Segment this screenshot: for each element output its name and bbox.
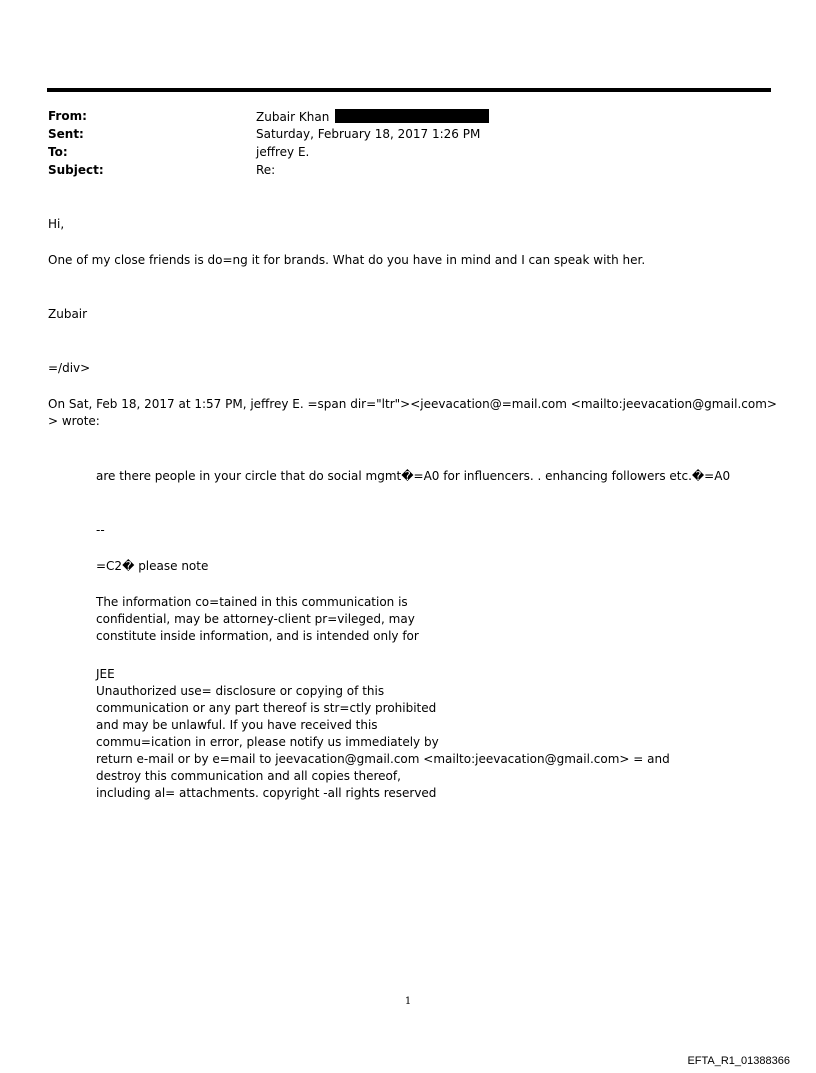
div-artifact: =/div>: [48, 361, 91, 375]
disclaimer-line: and may be unlawful. If you have received this: [96, 718, 378, 732]
quote-intro: On Sat, Feb 18, 2017 at 1:57 PM, jeffrey E. =span dir="ltr"><jeevacation@=mail.com <mailto:jeevacation@gmail.com> > wrote:: [48, 397, 777, 428]
from-field: [256, 109, 489, 125]
greeting: Hi,: [48, 217, 65, 231]
disclaimer-line: communication or any part thereof is str=ctly prohibited: [96, 701, 437, 715]
disclaimer-line: including al= attachments. copyright -all rights reserved: [96, 786, 437, 800]
subject-label: Subject:: [48, 163, 104, 177]
redaction-block: [335, 109, 489, 123]
sent-label: Sent:: [48, 127, 84, 141]
disclaimer-line: return e-mail or by e=mail to jeevacation@gmail.com <mailto:jeevacation@gmail.com> = and: [96, 752, 670, 766]
signature: Zubair: [48, 307, 88, 321]
header-rule: [47, 88, 771, 92]
message-text: One of my close friends is do=ng it for brands. What do you have in mind and I can speak with her.: [48, 253, 646, 267]
disclaimer-line: destroy this communication and all copies thereof,: [96, 769, 401, 783]
disclaimer-line: constitute inside information, and is intended only for: [96, 629, 419, 643]
from-value: Zubair Khan: [256, 110, 330, 124]
sent-value: Saturday, February 18, 2017 1:26 PM: [256, 127, 481, 141]
from-label: From:: [48, 109, 87, 123]
disclaimer-line: The information co=tained in this communication is: [96, 595, 408, 609]
please-note: =C2� please note: [96, 559, 209, 573]
bates-number: EFTA_R1_01388366: [687, 1055, 790, 1067]
to-label: To:: [48, 145, 68, 159]
disclaimer-line: Unauthorized use= disclosure or copying of this: [96, 684, 385, 698]
subject-value: Re:: [256, 163, 276, 177]
page-number: 1: [404, 996, 412, 1007]
quoted-question: are there people in your circle that do social mgmt�=A0 for influencers. . enhancing followers etc.�=A0: [96, 469, 731, 483]
to-value: jeffrey E.: [256, 145, 310, 159]
disclaimer-line: commu=ication in error, please notify us immediately by: [96, 735, 439, 749]
signature-separator: --: [96, 523, 105, 537]
disclaimer-line: confidential, may be attorney-client pr=vileged, may: [96, 612, 415, 626]
disclaimer-line: JEE: [96, 667, 115, 681]
